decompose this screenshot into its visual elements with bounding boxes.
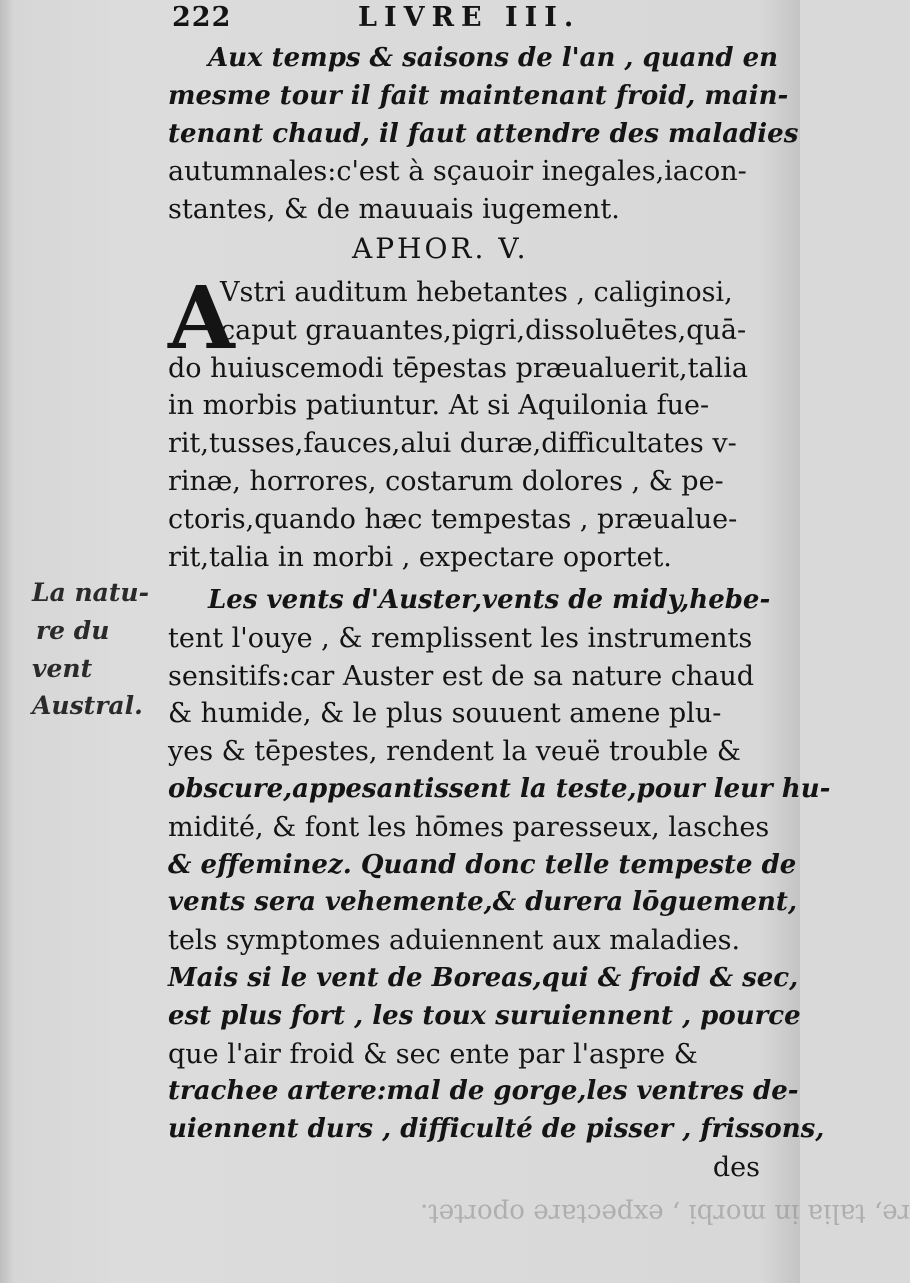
text-line: rit,talia in morbi , expectare oportet. xyxy=(168,541,672,573)
margin-note-line: Austral. xyxy=(32,691,143,721)
text-line: sensitifs:car Auster est de sa nature chaud xyxy=(168,660,755,692)
text-line: tels symptomes aduiennent aux maladies. xyxy=(168,925,741,957)
french-commentary xyxy=(168,582,831,1187)
text-line: que l'air froid & sec ente par l'aspre & xyxy=(168,1038,698,1070)
page-number: 222 xyxy=(172,2,232,33)
running-title: LIVRE III. xyxy=(358,2,581,33)
latin-aphorism xyxy=(168,268,780,576)
text-line: yes & tēpestes, rendent la veuë trouble & xyxy=(168,736,741,768)
text-line: do huiuscemodi tēpestas præualuerit,talia xyxy=(168,352,748,384)
text-line: & effeminez. Quand donc telle tempeste de xyxy=(168,849,797,880)
text-line: vents sera vehemente,& durera lōguement, xyxy=(168,887,797,918)
text-line: uiennent durs , difficulté de pisser , frissons, xyxy=(168,1114,825,1145)
text-line: rit,tusses,fauces,alui duræ,difficultates v- xyxy=(168,428,737,460)
margin-note-line: La natu- xyxy=(32,578,149,607)
text-line: stantes, & de mauuais iugement. xyxy=(168,194,620,226)
text-line: obscure,appesantissent la teste,pour leur hu- xyxy=(168,773,831,804)
margin-note-line: re du xyxy=(36,615,110,645)
margin-note xyxy=(32,574,170,725)
text-line: Les vents d'Auster,vents de midy,hebe- xyxy=(208,585,771,615)
text-line: Aux temps & saisons de l'an , quand en xyxy=(208,43,779,73)
text-line: in morbis patiuntur. At si Aquilonia fue- xyxy=(168,390,710,422)
top-paragraph xyxy=(168,40,799,229)
drop-capital: A xyxy=(168,268,235,369)
text-line: mesme tour il fait maintenant froid, main- xyxy=(168,80,789,111)
text-line: autumnales:c'est à sçauoir inegales,iacon- xyxy=(168,156,747,188)
text-line: midité, & font les hōmes paresseux, lasches xyxy=(168,811,770,843)
text-line: rinæ, horrores, costarum dolores , & pe- xyxy=(168,465,724,497)
text-line: tenant chaud, il faut attendre des maladies xyxy=(168,118,799,149)
show-through-text: re, talia in morbi , expectare oportet. xyxy=(420,1198,910,1228)
text-line: tent l'ouye , & remplissent les instruments xyxy=(168,622,753,654)
margin-note-line: vent xyxy=(32,653,93,683)
text-line: Mais si le vent de Boreas,qui & froid & sec, xyxy=(168,962,799,993)
text-line: ctoris,quando hæc tempestas , præualue- xyxy=(168,503,738,535)
text-line: est plus fort , les toux suruiennent , pource xyxy=(168,1000,801,1031)
text-line: caput grauantes,pigri,dissoluētes,quā- xyxy=(220,314,747,346)
text-line: Vstri auditum hebetantes , caliginosi, xyxy=(220,277,733,308)
section-title: APHOR. V. xyxy=(352,232,529,265)
catchword: des xyxy=(712,1151,760,1183)
text-line: & humide, & le plus souuent amene plu- xyxy=(168,698,722,730)
text-line: trachee artere:mal de gorge,les ventres de- xyxy=(168,1076,799,1107)
